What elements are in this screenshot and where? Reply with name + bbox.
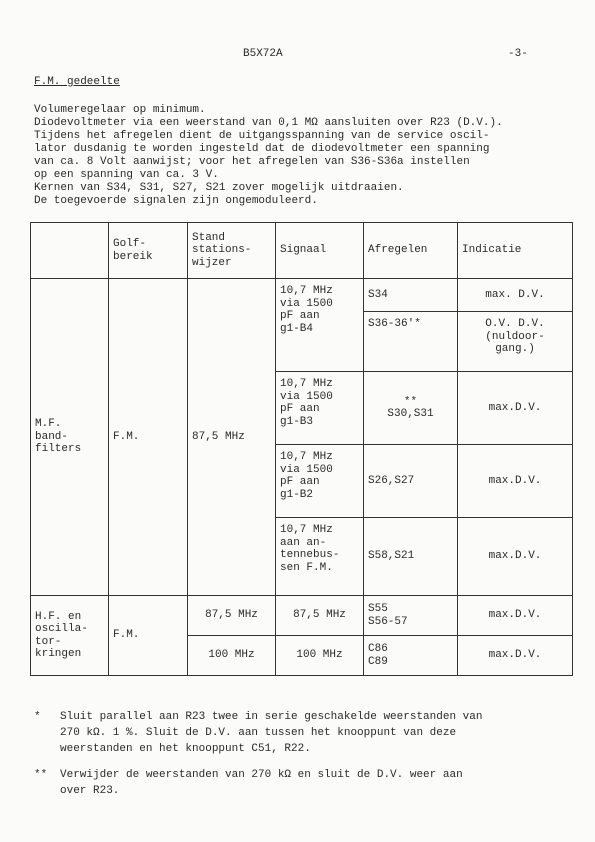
mf-golfbereik: F.M. [109,279,188,596]
indicatie-cell: max. D.V. [458,279,573,312]
signaal-cell: 10,7 MHz via 1500 pF aan g1-B3 [276,372,364,445]
hf-golfbereik: F.M. [109,596,188,676]
header-golfbereik: Golf- bereik [109,223,188,279]
header-stand: Stand stations- wijzer [188,223,276,279]
footnote-mark: * [34,711,41,723]
afregelen-cell: S55 S56-57 [364,596,458,636]
indicatie-cell: O.V. D.V. (nuldoor- gang.) [458,312,573,372]
table-row [31,279,573,312]
footnote-line: Verwijder de weerstanden van 270 kΩ en sluit de D.V. weer aan [60,769,463,781]
doc-code: B5X72A [243,48,283,60]
footnote-line: over R23. [60,785,120,797]
mf-label: M.F. band- filters [31,279,109,596]
indicatie-cell: max.D.V. [458,518,573,596]
alignment-table [30,222,573,676]
afregelen-cell: S26,S27 [364,445,458,518]
signaal-cell: 10,7 MHz via 1500 pF aan g1-B4 [276,279,364,372]
hf-label: H.F. en oscilla- tor- kringen [31,596,109,676]
section-title: F.M. gedeelte [34,76,120,88]
intro-line: lator dusdanig te worden ingesteld dat de diodevoltmeter een spanning [34,143,490,155]
footnote-line: 270 kΩ. 1 %. Sluit de D.V. aan tussen het knooppunt van deze [60,727,457,739]
footnote-line: Sluit parallel aan R23 twee in serie geschakelde weerstanden van [60,711,483,723]
mf-stand: 87,5 MHz [188,279,276,596]
intro-line: Tijdens het afregelen dient de uitgangsspanning van de service oscil- [34,130,490,142]
afregelen-cell: S58,S21 [364,518,458,596]
indicatie-cell: max.D.V. [458,596,573,636]
signaal-cell: 100 MHz [276,636,364,676]
afregelen-cell: C86 C89 [364,636,458,676]
afregelen-cell: S36-36'* [364,312,458,372]
intro-line: op een spanning van ca. 3 V. [34,169,219,181]
table-header-row [31,223,573,279]
afregelen-cell: S34 [364,279,458,312]
intro-line: Diodevoltmeter via een weerstand van 0,1 MΩ aansluiten over R23 (D.V.). [34,117,503,129]
header-empty-cell [31,223,109,279]
afregelen-cell: ** S30,S31 [364,372,458,445]
signaal-cell: 87,5 MHz [276,596,364,636]
header-afregelen: Afregelen [364,223,458,279]
footnote-line: weerstanden en het knooppunt C51, R22. [60,743,311,755]
intro-line: Volumeregelaar op minimum. [34,104,206,116]
indicatie-cell: max.D.V. [458,636,573,676]
header-signaal: Signaal [276,223,364,279]
indicatie-cell: max.D.V. [458,372,573,445]
stand-cell: 87,5 MHz [188,596,276,636]
signaal-cell: 10,7 MHz aan an- tennebus- sen F.M. [276,518,364,596]
intro-line: van ca. 8 Volt aanwijst; voor het afregelen van S36-S36a instellen [34,156,470,168]
header-indicatie: Indicatie [458,223,573,279]
intro-line: Kernen van S34, S31, S27, S21 zover mogelijk uitdraaien. [34,182,404,194]
stand-cell: 100 MHz [188,636,276,676]
indicatie-cell: max.D.V. [458,445,573,518]
table-row [31,596,573,636]
footnote-mark: ** [34,769,48,781]
page-number: -3- [508,48,528,60]
signaal-cell: 10,7 MHz via 1500 pF aan g1-B2 [276,445,364,518]
intro-line: De toegevoerde signalen zijn ongemoduleerd. [34,195,318,207]
